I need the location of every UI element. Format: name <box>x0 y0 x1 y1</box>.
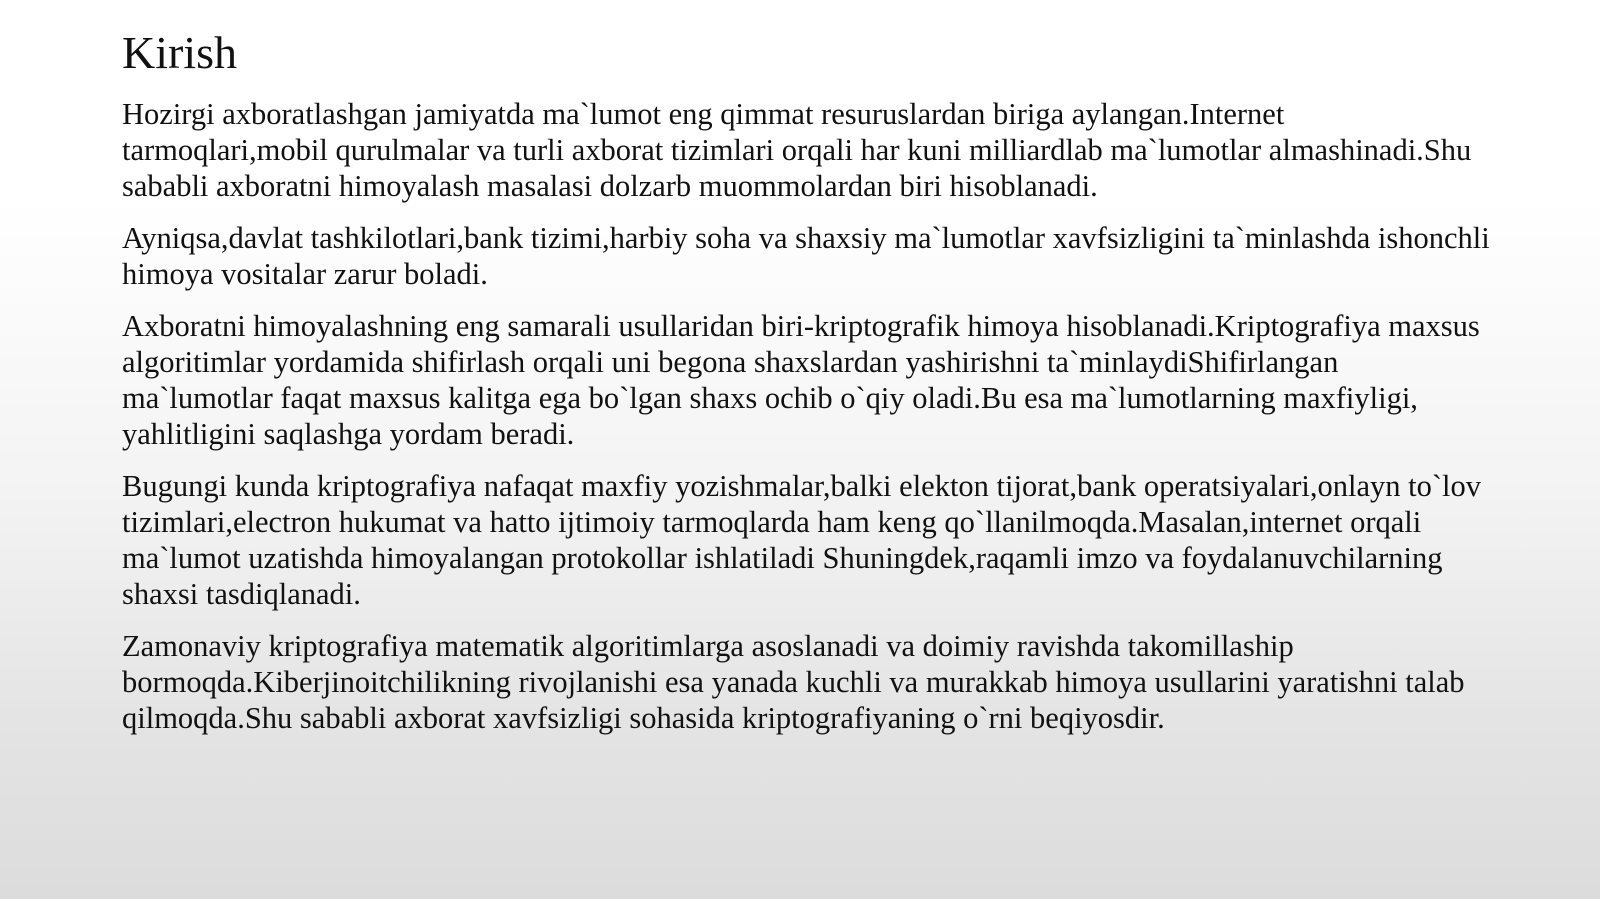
paragraph-5: Zamonaviy kriptografiya matematik algoritimlarga asoslanadi va doimiy ravishda takomillaship bormoqda.Kiberjinoitchilikning rivojlanishi esa yanada kuchli va murakkab himoya usullarini yaratishni talab qilmoqda.Shu sababli axborat xavfsizligi sohasida kriptografiyaning o`rni beqiyosdir. <box>122 629 1465 735</box>
paragraph-2: Ayniqsa,davlat tashkilotlari,bank tizimi,harbiy soha va shaxsiy ma`lumotlar xavfsizligini ta`minlashda ishonchli himoya vositalar zarur boladi. <box>122 221 1490 291</box>
paragraph-4: Bugungi kunda kriptografiya nafaqat maxfiy yozishmalar,balki elekton tijorat,bank operatsiyalari,onlayn to`lov tizimlari,electron hukumat va hatto ijtimoiy tarmoqlarda ham keng qo`llanilmoqda.Masalan,internet orqali ma`lumot uzatishda himoyalangan protokollar ishlatiladi Shuningdek,raqamli imzo va foydalanuvchilarning shaxsi tasdiqlanadi. <box>122 469 1482 611</box>
paragraph-3: Axboratni himoyalashning eng samarali usullaridan biri-kriptografik himoya hisoblanadi.Kriptografiya maxsus algoritimlar yordamida shifirlash orqali uni begona shaxslardan yashirishni ta`minlaydiShifirlangan ma`lumotlar faqat maxsus kalitga ega bo`lgan shaxs ochib o`qiy oladi.Bu esa ma`lumotlarning maxfiyligi, yahlitligini saqlashga yordam beradi. <box>122 309 1480 451</box>
slide-body <box>122 96 1490 736</box>
paragraph-1: Hozirgi axboratlashgan jamiyatda ma`lumot eng qimmat resuruslardan biriga aylangan.Internet tarmoqlari,mobil qurulmalar va turli axborat tizimlari orqali har kuni milliardlab ma`lumotlar almashinadi.Shu sababli axboratni himoyalash masalasi dolzarb muommolardan biri hisoblanadi. <box>122 97 1472 203</box>
slide-title: Kirish <box>122 27 237 78</box>
